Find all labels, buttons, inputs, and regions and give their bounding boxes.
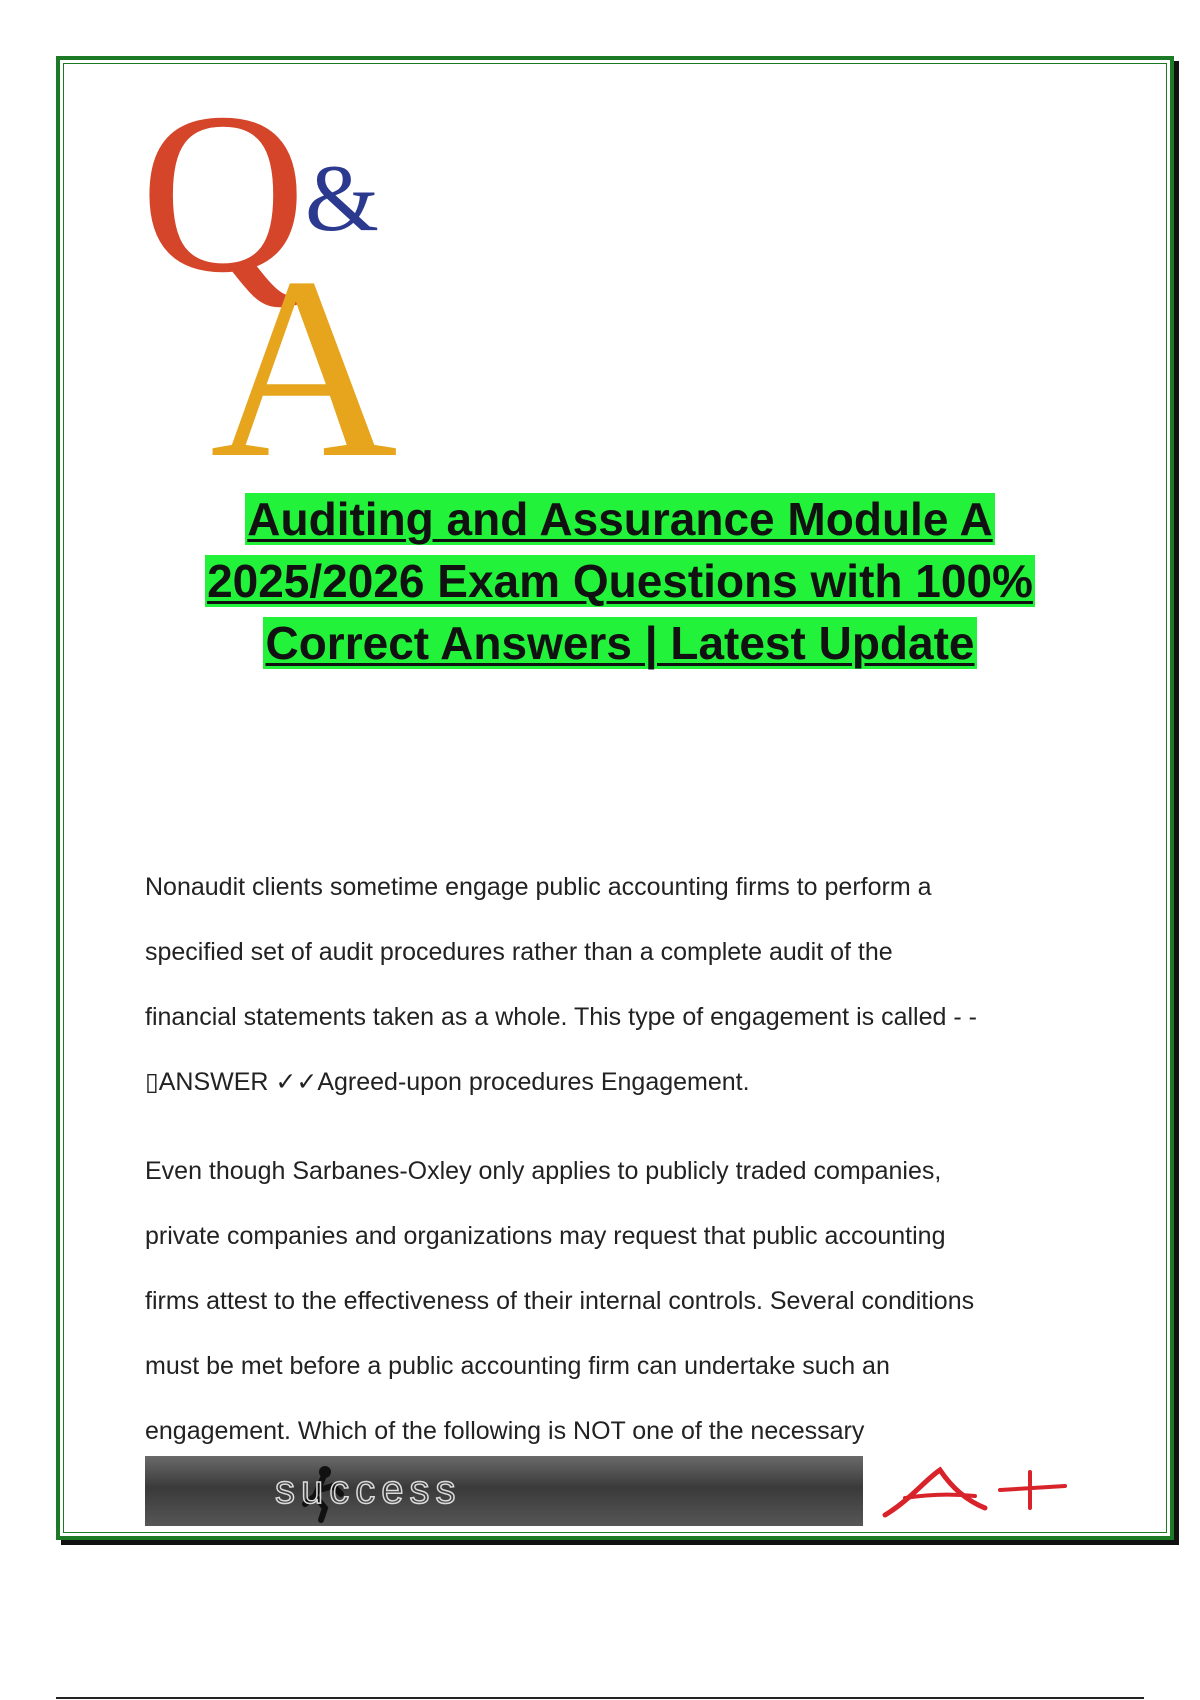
logo-letter-q: Q [140, 80, 307, 320]
title-line-1: Auditing and Assurance Module A [247, 493, 993, 545]
title-line-3: Correct Answers | Latest Update [265, 617, 975, 669]
a-plus-grade-mark [880, 1460, 1070, 1530]
question-2 [145, 1139, 1095, 1464]
success-banner-image [145, 1456, 863, 1526]
question-1-line: Nonaudit clients sometime engage public accounting firms to perform a [145, 873, 932, 901]
question-1-line: financial statements taken as a whole. This type of engagement is called - - [145, 1003, 977, 1031]
document-body [145, 855, 1095, 1488]
question-1 [145, 855, 1095, 1115]
question-1-line: specified set of audit procedures rather than a complete audit of the [145, 938, 893, 966]
question-2-line: engagement. Which of the following is NOT one of the necessary [145, 1417, 865, 1445]
answer-1-line: ▯ANSWER ✓✓Agreed-upon procedures Engagement. [145, 1068, 750, 1096]
grade-mark-text: A+ [880, 1460, 882, 1461]
document-title [100, 488, 1140, 674]
title-line-2: 2025/2026 Exam Questions with 100% [207, 555, 1033, 607]
question-2-line: private companies and organizations may request that public accounting [145, 1222, 946, 1250]
bottom-divider [56, 1697, 1144, 1699]
question-2-line: must be met before a public accounting firm can undertake such an [145, 1352, 890, 1380]
qa-logo [140, 80, 440, 480]
question-2-line: Even though Sarbanes-Oxley only applies to publicly traded companies, [145, 1157, 942, 1185]
question-2-line: firms attest to the effectiveness of their internal controls. Several conditions [145, 1287, 975, 1315]
banner-word: success [275, 1468, 462, 1512]
logo-ampersand: & [305, 145, 379, 251]
logo-letter-a: A [210, 224, 398, 480]
